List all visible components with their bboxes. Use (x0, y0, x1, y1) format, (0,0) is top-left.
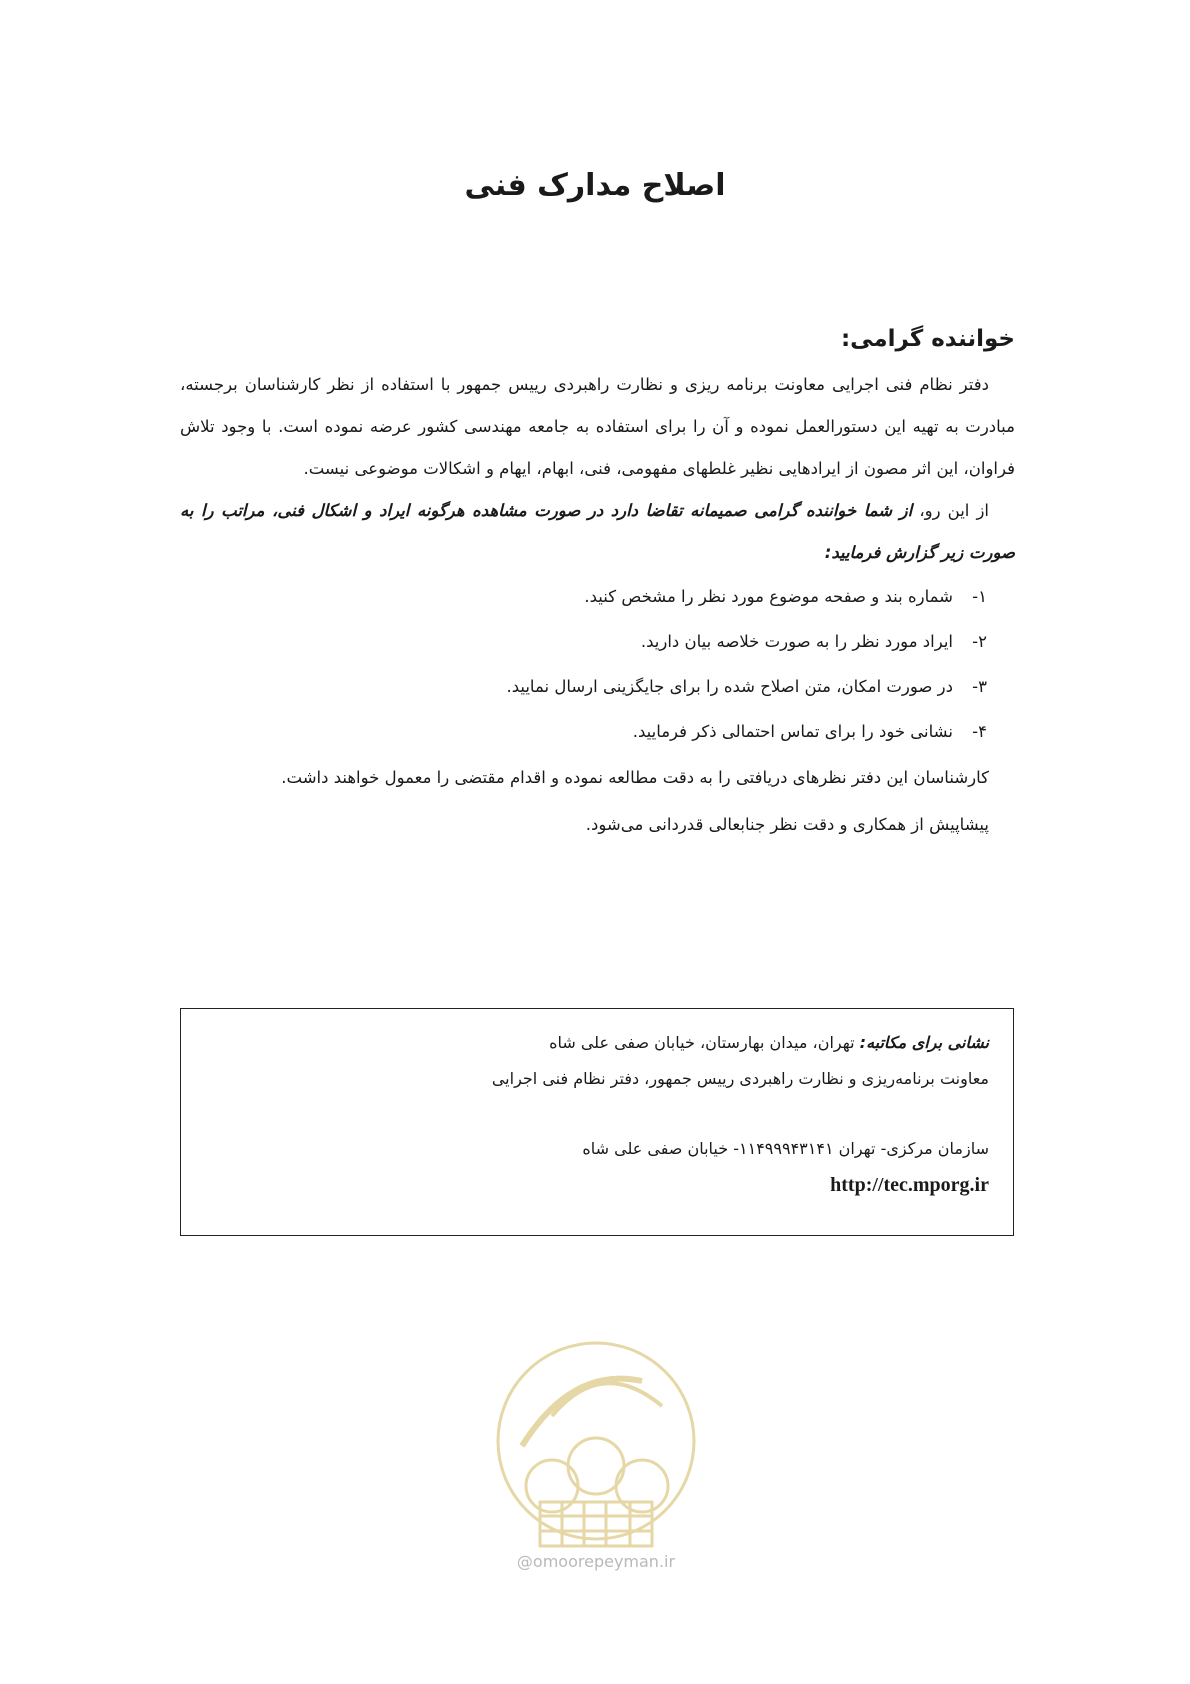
contact-label: نشانی برای مکاتبه: (859, 1033, 989, 1052)
step-text: ایراد مورد نظر را به صورت خلاصه بیان دارید. (640, 632, 953, 651)
list-item (180, 574, 987, 619)
step-number: ۴- (972, 722, 987, 741)
greeting-heading: خواننده گرامی: (840, 326, 1015, 352)
report-steps-list (180, 574, 1015, 754)
step-number: ۳- (972, 677, 987, 696)
omoore-peyman-logo-icon (492, 1326, 700, 1576)
step-text: نشانی خود را برای تماس احتمالی ذکر فرمایید. (632, 722, 953, 741)
at-sign-icon: @ (516, 1552, 533, 1571)
central-office-address: سازمان مرکزی- تهران ۱۱۴۹۹۹۴۳۱۴۱- خیابان صفی علی شاه (582, 1139, 989, 1158)
website-url[interactable]: http://tec.mporg.ir (830, 1174, 989, 1196)
step-number: ۱- (972, 587, 987, 606)
contact-address-line (205, 1025, 989, 1061)
request-paragraph (180, 490, 1015, 574)
step-number: ۲- (972, 632, 987, 651)
step-text: در صورت امکان، متن اصلاح شده را برای جایگزینی ارسال نمایید. (506, 677, 953, 696)
request-prefix: از این رو، (919, 501, 989, 520)
closing-statement: کارشناسان این دفتر نظرهای دریافتی را به دقت مطالعه نموده و اقدام مقتضی را معمول خواهند داشت. (281, 768, 989, 787)
thanks-statement: پیشاپیش از همکاری و دقت نظر جنابعالی قدردانی می‌شود. (585, 815, 989, 834)
request-emphasis: از شما خواننده گرامی صمیمانه تقاضا دارد در صورت مشاهده هرگونه ایراد و اشکال فنی، مراتب را به صورت زیر گزارش فرمایید: (180, 501, 1015, 562)
intro-paragraph: دفتر نظام فنی اجرایی معاونت برنامه ریزی و نظارت راهبردی رییس جمهور با استفاده از نظر کارشناسان برجسته، مبادرت به تهیه این دستورالعمل نموده و آن را برای استفاده به جامعه مهندسی کشور عرضه نموده است. با وجود تلاش فراوان، این اثر مصون از ایرادهایی نظیر غلطهای مفهومی، فنی، ابهام، ایهام و اشکالات موضوعی نیست. (180, 375, 1015, 478)
list-item (180, 709, 987, 754)
contact-office: معاونت برنامه‌ریزی و نظارت راهبردی رییس جمهور، دفتر نظام فنی اجرایی (491, 1069, 989, 1088)
notice-body (180, 326, 1015, 848)
watermark-caption: @omoorepeyman.ir (516, 1552, 676, 1571)
list-item (180, 619, 987, 664)
contact-address: تهران، میدان بهارستان، خیابان صفی علی شاه (549, 1033, 855, 1052)
contact-box (180, 1008, 1014, 1236)
list-item (180, 664, 987, 709)
step-text: شماره بند و صفحه موضوع مورد نظر را مشخص کنید. (584, 587, 953, 606)
page-title: اصلاح مدارک فنی (464, 168, 726, 203)
